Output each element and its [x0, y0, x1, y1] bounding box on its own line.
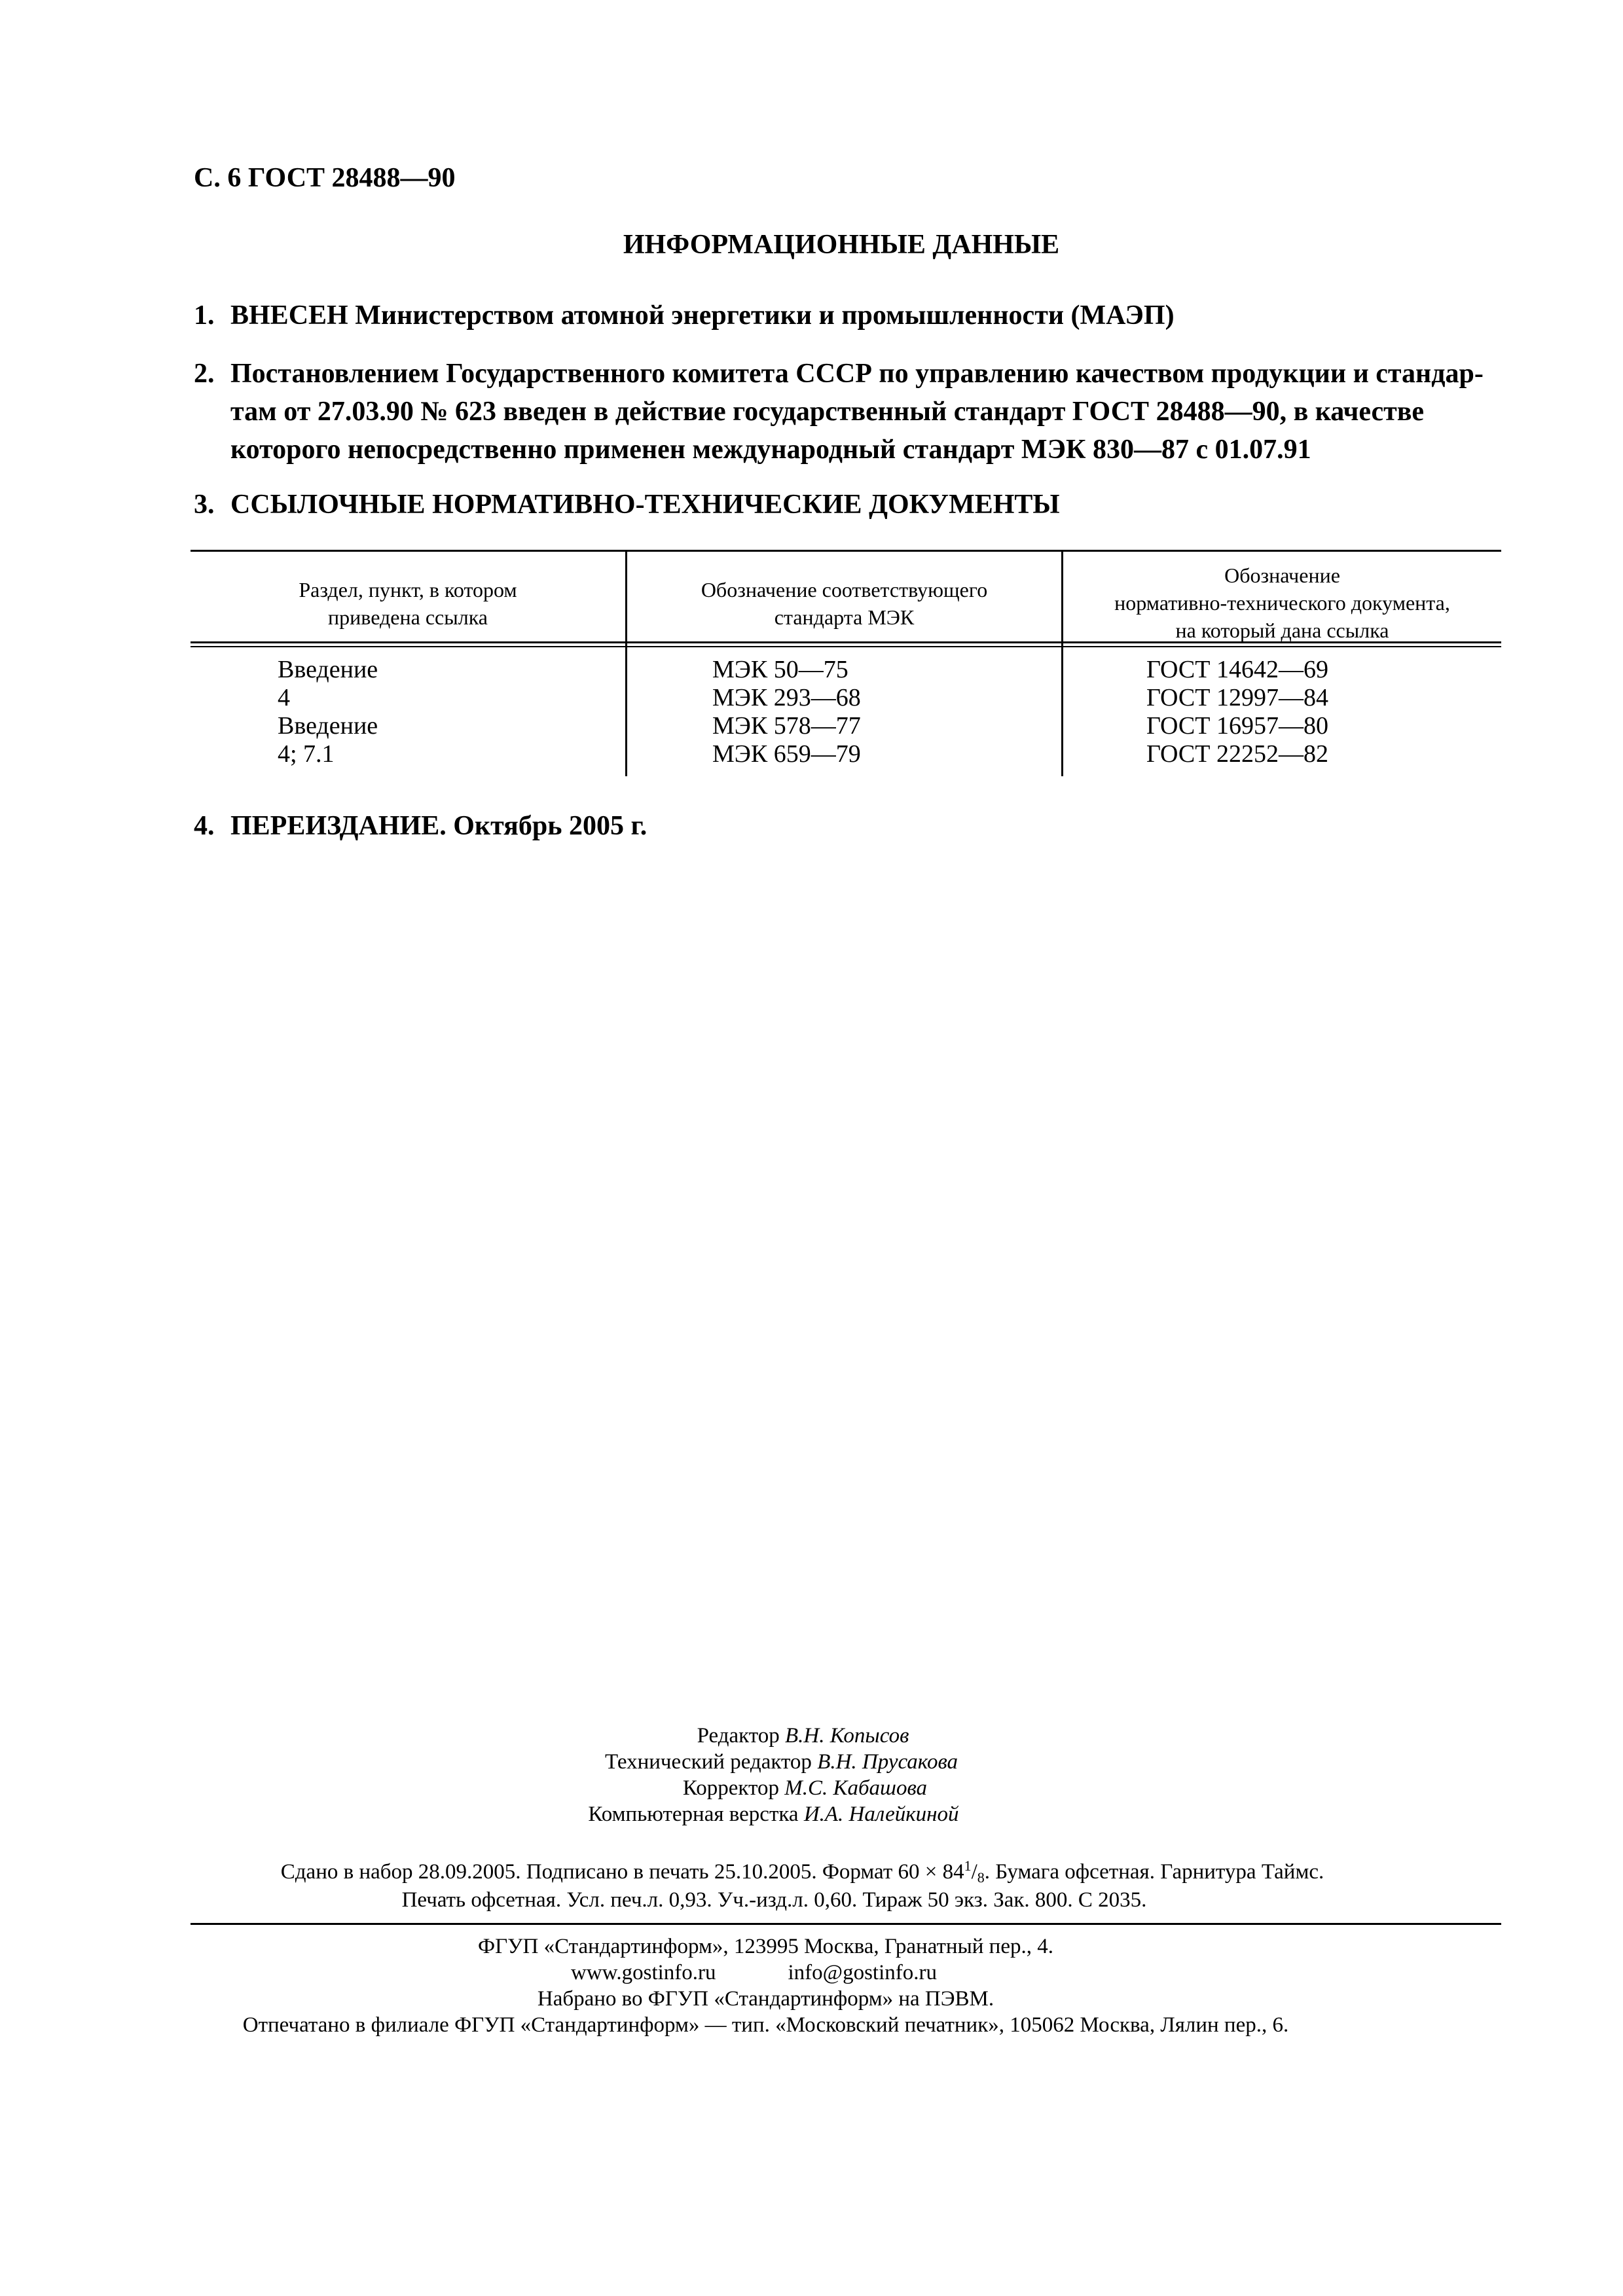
table-cell: ГОСТ 16957—80: [1146, 712, 1328, 740]
section-title: ИНФОРМАЦИОННЫЕ ДАННЫЕ: [623, 230, 1060, 260]
publisher-contacts: [0, 1960, 1565, 1986]
credit-line: Технический редактор В.Н. Прусакова: [604, 1750, 958, 1774]
print-info: [0, 1853, 1623, 1913]
credits-block: [0, 1723, 1623, 1827]
table-cell: МЭК 659—79: [712, 740, 861, 768]
item-number: 4.: [194, 811, 215, 841]
publisher-line: Набрано во ФГУП «Стандартинформ» на ПЭВМ.: [537, 1987, 994, 2011]
item-text-line: которого непосредственно применен международный стандарт МЭК 830—87 с 01.07.91: [230, 435, 1311, 465]
table-cell: Введение: [278, 712, 378, 740]
publisher-info: [0, 1933, 1623, 2038]
email-link[interactable]: info@gostinfo.ru: [788, 1961, 937, 1984]
table-header-cell: Раздел, пункт, в котором приведена ссылка: [299, 578, 517, 629]
table-cell: МЭК 578—77: [712, 712, 861, 740]
table-cell: ГОСТ 14642—69: [1146, 656, 1328, 683]
table-cell: 4: [278, 684, 290, 711]
references-table: [191, 550, 1501, 776]
item-text: ССЫЛОЧНЫЕ НОРМАТИВНО-ТЕХНИЧЕСКИЕ ДОКУМЕНТЫ: [230, 490, 1060, 520]
item-number: 1.: [194, 300, 215, 331]
table-header-rule-2: [191, 646, 1501, 647]
table-cell: Введение: [278, 656, 378, 683]
table-cell: ГОСТ 12997—84: [1146, 684, 1328, 711]
item-number: 2.: [194, 359, 215, 389]
publisher-line: Отпечатано в филиале ФГУП «Стандартинформ» — тип. «Московский печатник», 105062 Москва, Лялин пер., 6.: [242, 2013, 1289, 2037]
item-text: ВНЕСЕН Министерством атомной энергетики и промышленности (МАЭП): [230, 300, 1175, 331]
table-top-rule: [191, 550, 1501, 552]
table-cell: МЭК 50—75: [712, 656, 848, 683]
item-text-line: там от 27.03.90 № 623 введен в действие государственный стандарт ГОСТ 28488—90, в качестве: [230, 397, 1425, 427]
print-info-line: Печать офсетная. Усл. печ.л. 0,93. Уч.-изд.л. 0,60. Тираж 50 экз. Зак. 800. С 2035.: [401, 1888, 1147, 1912]
table-header-cell: Обозначение соответствующего стандарта МЭК: [701, 578, 988, 629]
table-header-cell: Обозначение нормативно-технического документа, на который дана ссылка: [1114, 564, 1450, 642]
website-link[interactable]: www.gostinfo.ru: [571, 1961, 716, 1984]
item-text-line: Постановлением Государственного комитета СССР по управлению качеством продукции и стандар-: [230, 359, 1484, 389]
table-cell: 4; 7.1: [278, 740, 335, 768]
credit-line: Компьютерная верстка И.А. Налейкиной: [588, 1803, 959, 1826]
table-cell: ГОСТ 22252—82: [1146, 740, 1328, 768]
credit-line: Редактор В.Н. Копысов: [697, 1724, 909, 1748]
footer-rule: [191, 1923, 1501, 1925]
page-header: С. 6 ГОСТ 28488—90: [194, 163, 456, 193]
print-info-line: Сдано в набор 28.09.2005. Подписано в печать 25.10.2005. Формат $60 \times 84^1/8$. Бумага офсетная. Гарнитура Таймс.: [280, 1857, 1324, 1886]
item-text: [230, 355, 1503, 469]
item-text: ПЕРЕИЗДАНИЕ. Октябрь 2005 г.: [230, 811, 647, 841]
publisher-line: ФГУП «Стандартинформ», 123995 Москва, Гранатный пер., 4.: [478, 1935, 1053, 1958]
credit-line: Корректор М.С. Кабашова: [682, 1776, 928, 1800]
item-number: 3.: [194, 490, 215, 520]
table-cell: МЭК 293—68: [712, 684, 861, 711]
